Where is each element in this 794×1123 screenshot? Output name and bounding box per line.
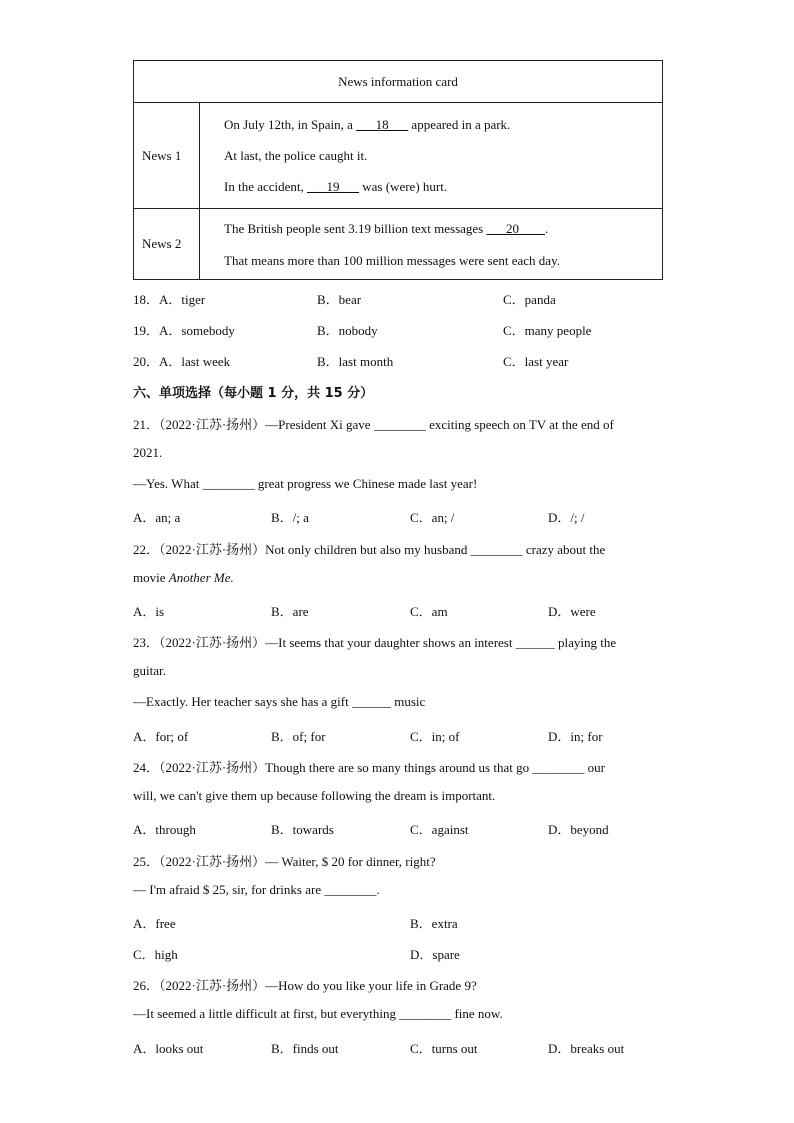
q21-option-c: C．an; / [410,510,455,525]
q25-option-a: A．free [133,916,176,931]
q23-stem-line-1: 23．（2022·江苏·扬州）—It seems that your daughter shows an interest ______ playing the [133,635,617,650]
news-2-line-1: The British people sent 3.19 billion text messages ___20____. [224,221,549,236]
q22-option-b: B．are [271,604,309,619]
q21-option-a: A．an; a [133,510,181,525]
q24-stem-line-2: will, we can't give them up because following the dream is important. [133,788,496,803]
q19-option-b: B．nobody [317,323,378,338]
q23-option-a: A．for; of [133,729,189,744]
q26-option-c: C．turns out [410,1041,478,1056]
blank-18: ___18___ [356,117,409,132]
movie-title: Another Me. [168,570,234,585]
q26-option-b: B．finds out [271,1041,339,1056]
news-2-row [134,209,662,279]
card-title: News information card [134,61,662,103]
q19-option-a: 19．A．somebody [133,323,235,338]
news-2-label: News 2 [134,209,200,279]
q24-option-a: A．through [133,822,196,837]
q22-stem-line-2: movie Another Me. [133,570,234,585]
q25-stem-line-2: — I'm afraid $ 25, sir, for drinks are ________. [133,882,380,897]
q19-option-c: C．many people [503,323,592,338]
q25-option-d: D．spare [410,947,460,962]
q20-option-a: 20．A．last week [133,354,231,369]
q25-option-c: C．high [133,947,178,962]
q22-option-a: A．is [133,604,165,619]
q21-stem-line-3: —Yes. What ________ great progress we Chinese made last year! [133,476,478,491]
q26-option-d: D．breaks out [548,1041,625,1056]
q24-option-c: C．against [410,822,469,837]
q24-option-b: B．towards [271,822,334,837]
news-1-line-1: On July 12th, in Spain, a ___18___ appeared in a park. [224,117,511,132]
q24-option-d: D．beyond [548,822,609,837]
q20-option-c: C．last year [503,354,569,369]
q18-option-a: 18．A．tiger [133,292,206,307]
q21-stem-line-2: 2021. [133,445,163,460]
news-2-line-2: That means more than 100 million messages were sent each day. [224,253,560,268]
q20-option-b: B．last month [317,354,394,369]
blank-19: ___19___ [307,179,360,194]
news-1-line-3: In the accident, ___19___ was (were) hurt. [224,179,448,194]
q23-stem-line-3: —Exactly. Her teacher says she has a gift ______ music [133,694,426,709]
q23-stem-line-2: guitar. [133,663,166,678]
blank-20: ___20____ [486,221,545,236]
q23-option-d: D．in; for [548,729,603,744]
news-1-row [134,103,662,209]
q25-option-b: B．extra [410,916,458,931]
q21-option-d: D．/; / [548,510,585,525]
q23-option-b: B．of; for [271,729,326,744]
q21-option-b: B．/; a [271,510,309,525]
q21-stem-line-1: 21．（2022·江苏·扬州）—President Xi gave ________ exciting speech on TV at the end of [133,417,614,432]
q18-option-b: B．bear [317,292,362,307]
q22-option-c: C．am [410,604,448,619]
q26-option-a: A．looks out [133,1041,204,1056]
q26-stem-line-1: 26．（2022·江苏·扬州）—How do you like your life in Grade 9? [133,978,477,993]
section-title: 六、单项选择（每小题 1 分，共 15 分） [133,386,374,401]
q24-stem-line-1: 24．（2022·江苏·扬州）Though there are so many things around us that go ________ our [133,760,605,775]
q23-option-c: C．in; of [410,729,460,744]
q18-option-c: C．panda [503,292,556,307]
news-1-label: News 1 [134,103,200,208]
news-1-line-2: At last, the police caught it. [224,148,368,163]
q25-stem-line-1: 25．（2022·江苏·扬州）— Waiter, $ 20 for dinner, right? [133,854,436,869]
q26-stem-line-2: —It seemed a little difficult at first, but everything ________ fine now. [133,1006,503,1021]
news-information-card [133,60,663,280]
q22-option-d: D．were [548,604,596,619]
q22-stem-line-1: 22．（2022·江苏·扬州）Not only children but also my husband ________ crazy about the [133,542,606,557]
